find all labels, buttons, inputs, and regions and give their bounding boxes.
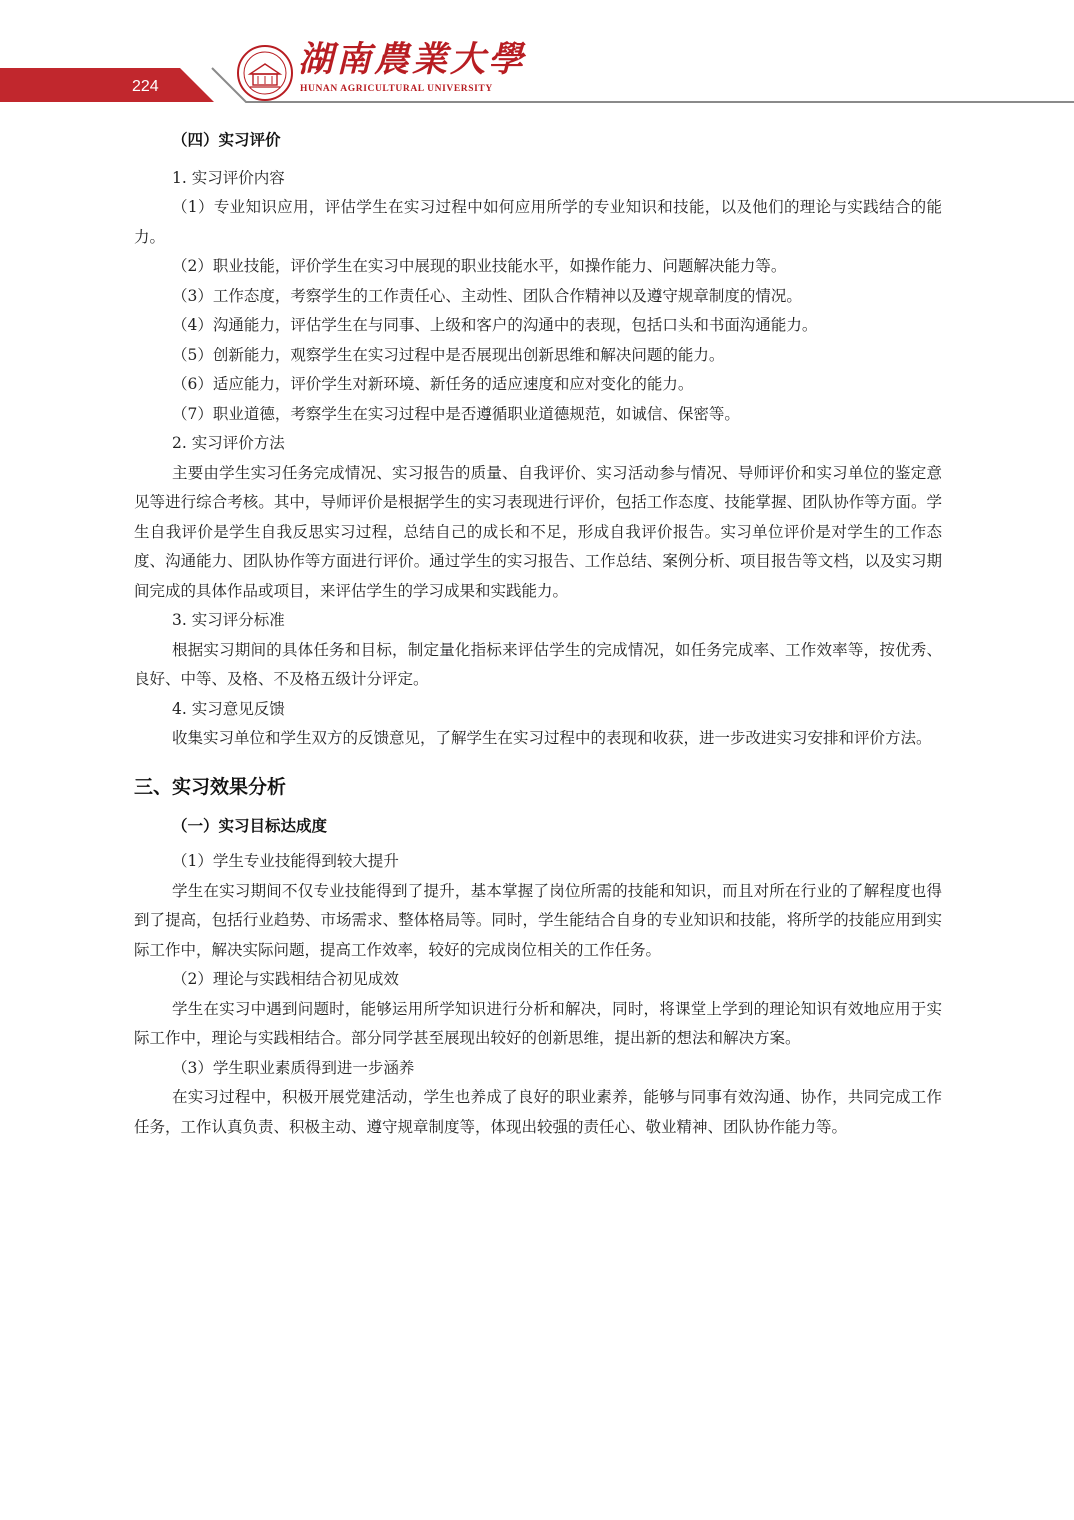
section4-heading: （四）实习评价 — [172, 131, 281, 149]
university-emblem-icon — [236, 44, 294, 102]
university-name-en: HUNAN AGRICULTURAL UNIVERSITY — [300, 84, 493, 94]
item1-paragraph-7: （7）职业道德，考察学生在实习过程中是否遵循职业道德规范，如诚信、保密等。 — [171, 404, 740, 423]
page-number: 224 — [132, 78, 159, 95]
item1-paragraph-3: （3）工作态度，考察学生的工作责任心、主动性、团队合作精神以及遵守规章制度的情况。 — [171, 286, 802, 305]
item1-paragraph-2: （2）职业技能，评价学生在实习中展现的职业技能水平，如操作能力、问题解决能力等。 — [171, 257, 787, 275]
subsection1-heading: （一）实习目标达成度 — [172, 816, 328, 835]
chapter3-heading: 三、实习效果分析 — [134, 775, 287, 798]
item2-body: 主要由学生实习任务完成情况、实习报告的质量、自我评价、实习活动参与情况、导师评价和实习单位的鉴定意见等进行综合考核。其中，导师评价是根据学生的实习表现进行评价，包括工作态度、技能掌握、团队协作等方面。学生自我评价是学生自我反思实习过程，总结自己的成长和不足，形成自我评价报告。实习单位评价是对学生的工作态度、沟通能力、团队协作等方面进行评价。通过学生的实习报告、工作总结、案例分析、项目报告等文档，以及实习期间完成的具体作品或项目，来评估学生的学习成果和实践能力。 — [134, 463, 942, 600]
item3-title: 3. 实习评分标准 — [172, 611, 285, 629]
item4-body: 收集实习单位和学生双方的反馈意见，了解学生在实习过程中的表现和收获，进一步改进实习安排和评价方法。 — [171, 729, 932, 747]
item1-paragraph-4: （4）沟通能力，评估学生在与同事、上级和客户的沟通中的表现，包括口头和书面沟通能力。 — [171, 316, 818, 334]
point1-title: （1）学生专业技能得到较大提升 — [172, 852, 399, 870]
point3-title: （3）学生职业素质得到进一步涵养 — [172, 1058, 415, 1077]
item1-paragraph-6: （6）适应能力，评价学生对新环境、新任务的适应速度和应对变化的能力。 — [171, 375, 694, 393]
point3-body: 在实习过程中，积极开展党建活动，学生也养成了良好的职业素养，能够与同事有效沟通、协作，共同完成工作任务，工作认真负责、积极主动、遵守规章制度等，体现出较强的责任心、敬业精神、团队协作能力等。 — [134, 1088, 942, 1136]
point1-body: 学生在实习期间不仅专业技能得到了提升，基本掌握了岗位所需的技能和知识，而且对所在行业的了解程度也得到了提高，包括行业趋势、市场需求、整体格局等。同时，学生能结合自身的专业知识和技能，将所学的技能应用到实际工作中，解决实际问题，提高工作效率，较好的完成岗位相关的工作任务。 — [134, 881, 942, 959]
item1-title: 1. 实习评价内容 — [172, 168, 285, 187]
point2-body: 学生在实习中遇到问题时，能够运用所学知识进行分析和解决，同时，将课堂上学到的理论知识有效地应用于实际工作中，理论与实践相结合。部分同学甚至展现出较好的创新思维，提出新的想法和解决方案。 — [134, 999, 942, 1047]
item3-body: 根据实习期间的具体任务和目标，制定量化指标来评估学生的完成情况，如任务完成率、工作效率等，按优秀、良好、中等、及格、不及格五级计分评定。 — [134, 640, 942, 688]
point2-title: （2）理论与实践相结合初见成效 — [172, 970, 399, 988]
item4-title: 4. 实习意见反馈 — [172, 699, 285, 718]
header-red-tab — [0, 68, 214, 102]
item1-paragraph-1: （1）专业知识应用，评估学生在实习过程中如何应用所学的专业知识和技能，以及他们的理论与实践结合的能力。 — [134, 198, 942, 246]
document-body — [134, 126, 942, 1142]
page-header — [0, 0, 1074, 110]
university-name-cn: 湖南農業大學 — [298, 39, 527, 80]
item1-paragraph-5: （5）创新能力，观察学生在实习过程中是否展现出创新思维和解决问题的能力。 — [171, 345, 725, 364]
item2-title: 2. 实习评价方法 — [172, 434, 285, 452]
